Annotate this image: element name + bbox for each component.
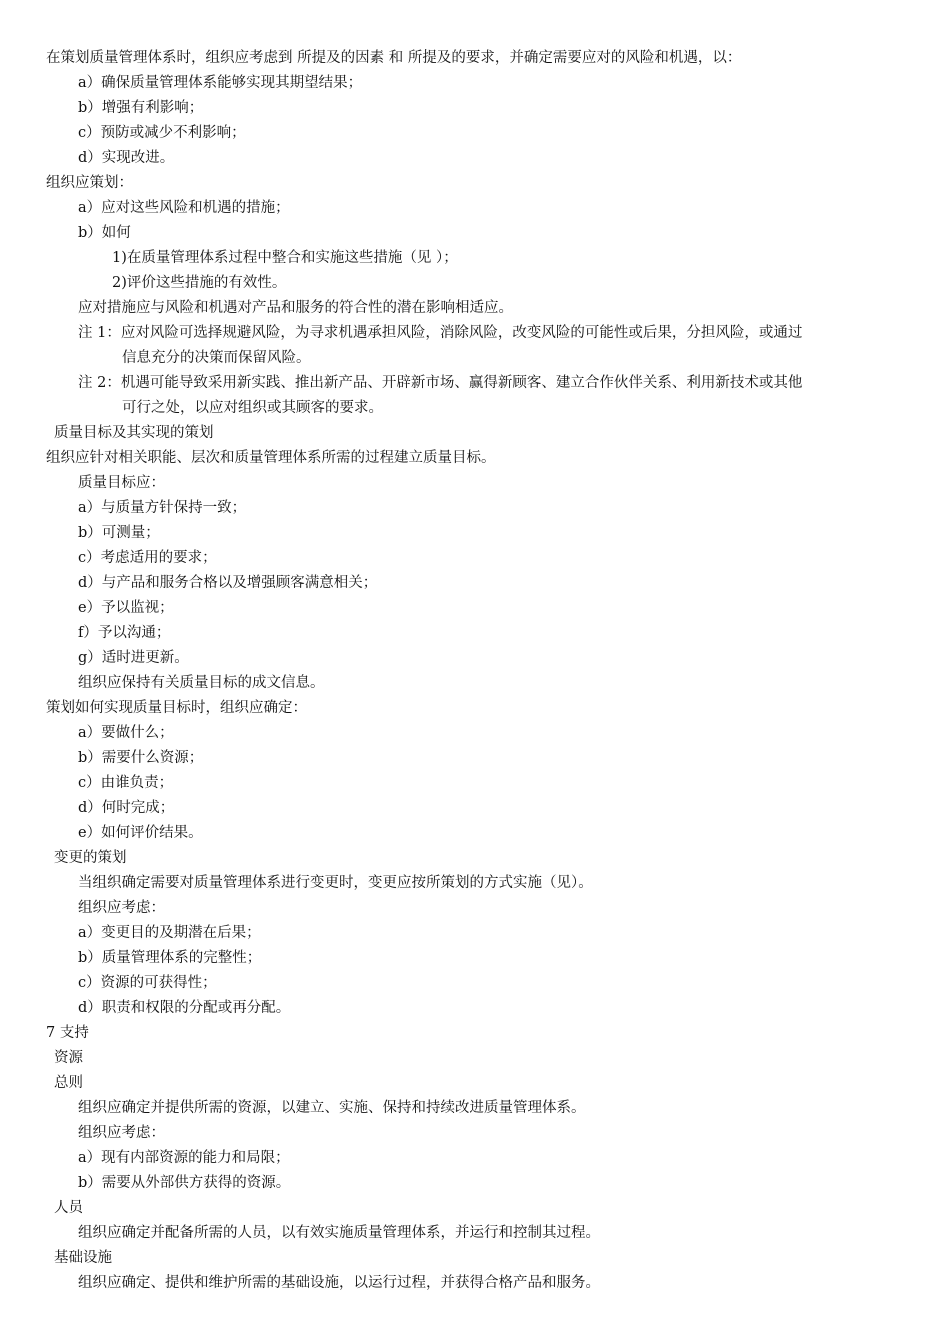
resources-consider-heading: 组织应考虑： xyxy=(78,1125,165,1141)
planning-item: a）要做什么； xyxy=(78,725,174,741)
general-text: 组织应确定并提供所需的资源，以建立、实施、保持和持续改进质量管理体系。 xyxy=(78,1100,586,1116)
infrastructure-heading: 基础设施 xyxy=(54,1250,112,1266)
objective-item: b）可测量； xyxy=(78,525,160,541)
objective-item: c）考虑适用的要求； xyxy=(78,550,217,566)
infrastructure-text: 组织应确定、提供和维护所需的基础设施，以运行过程，并获得合格产品和服务。 xyxy=(78,1275,600,1291)
changes-consider-heading: 组织应考虑： xyxy=(78,900,165,916)
resources-heading: 资源 xyxy=(54,1050,83,1066)
objectives-heading: 质量目标应： xyxy=(78,475,165,491)
planning-heading: 策划如何实现质量目标时，组织应确定： xyxy=(46,700,307,716)
note-2: 注 2：机遇可能导致采用新实践、推出新产品、开辟新市场、赢得新顾客、建立合作伙伴关系、利用新技术或其他 xyxy=(78,375,803,391)
support-heading: 7 支持 xyxy=(46,1025,89,1041)
changes-consider-item: d）职责和权限的分配或再分配。 xyxy=(78,1000,291,1016)
plan-subitem: 1)在质量管理体系过程中整合和实施这些措施（见 ）； xyxy=(112,250,458,266)
people-heading: 人员 xyxy=(54,1200,83,1216)
objective-item: d）与产品和服务合格以及增强顾客满意相关； xyxy=(78,575,378,591)
documented-info-text: 组织应保持有关质量目标的成文信息。 xyxy=(78,675,325,691)
risks-intro: 在策划质量管理体系时，组织应考虑到 所提及的因素 和 所提及的要求，并确定需要应对的风险和机遇，以： xyxy=(46,50,742,66)
plan-subitem: 2)评价这些措施的有效性。 xyxy=(112,275,287,291)
plan-item-a: a）应对这些风险和机遇的措施； xyxy=(78,200,290,216)
proportion-text: 应对措施应与风险和机遇对产品和服务的符合性的潜在影响相适应。 xyxy=(78,300,513,316)
objective-item: a）与质量方针保持一致； xyxy=(78,500,247,516)
planning-item: c）由谁负责； xyxy=(78,775,174,791)
objectives-intro: 组织应针对相关职能、层次和质量管理体系所需的过程建立质量目标。 xyxy=(46,450,496,466)
purpose-item: a）确保质量管理体系能够实现其期望结果； xyxy=(78,75,363,91)
planning-item: d）何时完成； xyxy=(78,800,175,816)
objectives-section-heading: 质量目标及其实现的策划 xyxy=(54,425,214,441)
general-heading: 总则 xyxy=(54,1075,83,1091)
planning-item: e）如何评价结果。 xyxy=(78,825,203,841)
plan-heading: 组织应策划： xyxy=(46,175,133,191)
resources-consider-item: b）需要从外部供方获得的资源。 xyxy=(78,1175,291,1191)
changes-consider-item: c）资源的可获得性； xyxy=(78,975,217,991)
planning-item: b）需要什么资源； xyxy=(78,750,204,766)
note-2-continuation: 可行之处，以应对组织或其顾客的要求。 xyxy=(122,400,383,416)
objective-item: f）予以沟通； xyxy=(78,625,171,641)
note-1: 注 1：应对风险可选择规避风险，为寻求机遇承担风险，消除风险，改变风险的可能性或后果，分担风险，或通过 xyxy=(78,325,803,341)
note-1-continuation: 信息充分的决策而保留风险。 xyxy=(122,350,311,366)
purpose-item: d）实现改进。 xyxy=(78,150,175,166)
changes-heading: 变更的策划 xyxy=(54,850,127,866)
objective-item: e）予以监视； xyxy=(78,600,174,616)
changes-consider-item: a）变更目的及期潜在后果； xyxy=(78,925,261,941)
objective-item: g）适时进更新。 xyxy=(78,650,189,666)
purpose-item: c）预防或减少不利影响； xyxy=(78,125,246,141)
changes-consider-item: b）质量管理体系的完整性； xyxy=(78,950,262,966)
plan-item-b: b）如何 xyxy=(78,225,131,241)
changes-intro: 当组织确定需要对质量管理体系进行变更时，变更应按所策划的方式实施（见）。 xyxy=(78,875,593,891)
purpose-item: b）增强有利影响； xyxy=(78,100,204,116)
resources-consider-item: a）现有内部资源的能力和局限； xyxy=(78,1150,290,1166)
people-text: 组织应确定并配备所需的人员，以有效实施质量管理体系，并运行和控制其过程。 xyxy=(78,1225,600,1241)
